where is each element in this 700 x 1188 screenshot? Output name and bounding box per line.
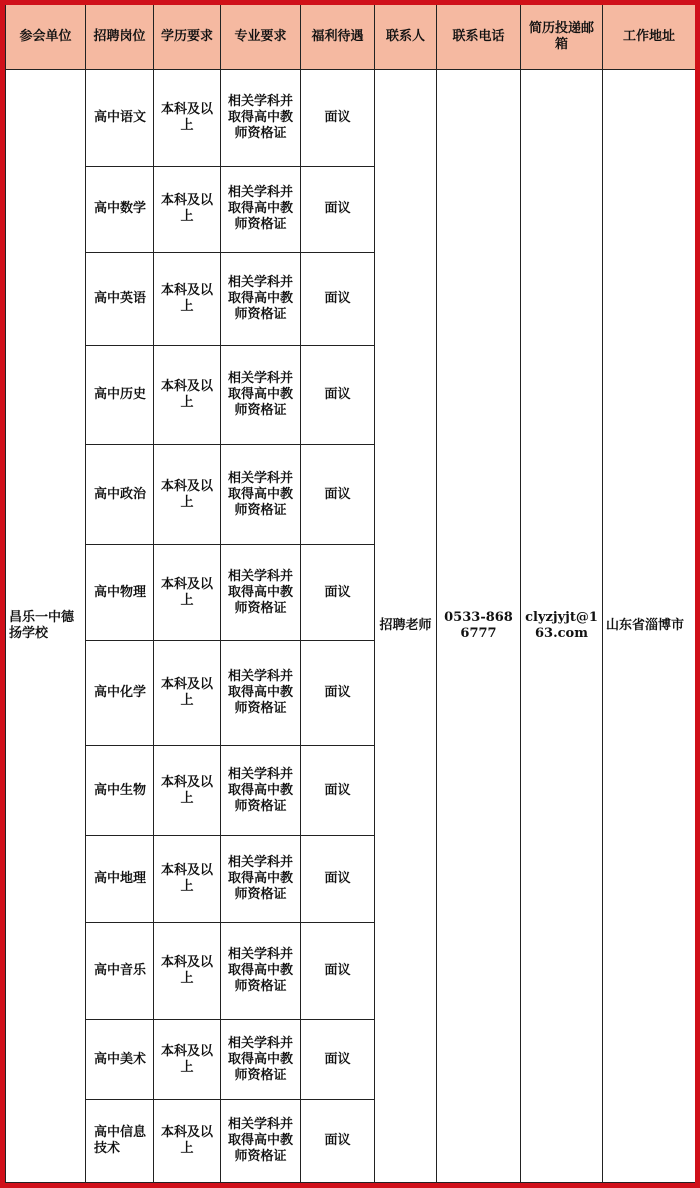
education-cell: 本科及以上 [154,1019,221,1100]
header-address: 工作地址 [603,5,696,70]
header-phone: 联系电话 [437,5,521,70]
header-major: 专业要求 [221,5,301,70]
benefits-cell: 面议 [301,1100,375,1183]
header-row [6,5,696,70]
benefits-cell: 面议 [301,745,375,836]
education-cell: 本科及以上 [154,253,221,346]
education-cell: 本科及以上 [154,70,221,167]
education-cell: 本科及以上 [154,745,221,836]
major-cell: 相关学科并取得高中教师资格证 [221,166,301,253]
position-title: 高中化学 [86,641,154,746]
position-title: 高中数学 [86,166,154,253]
header-education: 学历要求 [154,5,221,70]
header-email: 简历投递邮箱 [521,5,603,70]
benefits-cell: 面议 [301,253,375,346]
major-cell: 相关学科并取得高中教师资格证 [221,836,301,923]
employer-cell: 昌乐一中德扬学校 [6,70,86,1183]
education-cell: 本科及以上 [154,166,221,253]
position-title: 高中音乐 [86,923,154,1020]
phone-cell: 0533-8686777 [437,70,521,1183]
education-cell: 本科及以上 [154,836,221,923]
benefits-cell: 面议 [301,836,375,923]
education-cell: 本科及以上 [154,1100,221,1183]
page-frame [5,5,695,1183]
major-cell: 相关学科并取得高中教师资格证 [221,345,301,444]
major-cell: 相关学科并取得高中教师资格证 [221,923,301,1020]
position-title: 高中生物 [86,745,154,836]
education-cell: 本科及以上 [154,641,221,746]
major-cell: 相关学科并取得高中教师资格证 [221,70,301,167]
position-title: 高中物理 [86,545,154,641]
benefits-cell: 面议 [301,545,375,641]
email-cell: clyzjyjt@163.com [521,70,603,1183]
benefits-cell: 面议 [301,1019,375,1100]
major-cell: 相关学科并取得高中教师资格证 [221,641,301,746]
position-title: 高中地理 [86,836,154,923]
recruitment-table [5,5,695,1183]
position-title: 高中语文 [86,70,154,167]
table-row [6,70,696,167]
benefits-cell: 面议 [301,444,375,545]
header-position: 招聘岗位 [86,5,154,70]
position-title: 高中美术 [86,1019,154,1100]
major-cell: 相关学科并取得高中教师资格证 [221,1019,301,1100]
benefits-cell: 面议 [301,166,375,253]
education-cell: 本科及以上 [154,444,221,545]
position-title: 高中政治 [86,444,154,545]
benefits-cell: 面议 [301,345,375,444]
contact-cell: 招聘老师 [375,70,437,1183]
position-title: 高中英语 [86,253,154,346]
major-cell: 相关学科并取得高中教师资格证 [221,745,301,836]
education-cell: 本科及以上 [154,923,221,1020]
education-cell: 本科及以上 [154,545,221,641]
benefits-cell: 面议 [301,923,375,1020]
position-title: 高中信息技术 [86,1100,154,1183]
major-cell: 相关学科并取得高中教师资格证 [221,545,301,641]
major-cell: 相关学科并取得高中教师资格证 [221,1100,301,1183]
header-benefits: 福利待遇 [301,5,375,70]
major-cell: 相关学科并取得高中教师资格证 [221,253,301,346]
benefits-cell: 面议 [301,70,375,167]
position-title: 高中历史 [86,345,154,444]
major-cell: 相关学科并取得高中教师资格证 [221,444,301,545]
education-cell: 本科及以上 [154,345,221,444]
header-employer: 参会单位 [6,5,86,70]
benefits-cell: 面议 [301,641,375,746]
header-contact: 联系人 [375,5,437,70]
address-cell: 山东省淄博市 [603,70,696,1183]
